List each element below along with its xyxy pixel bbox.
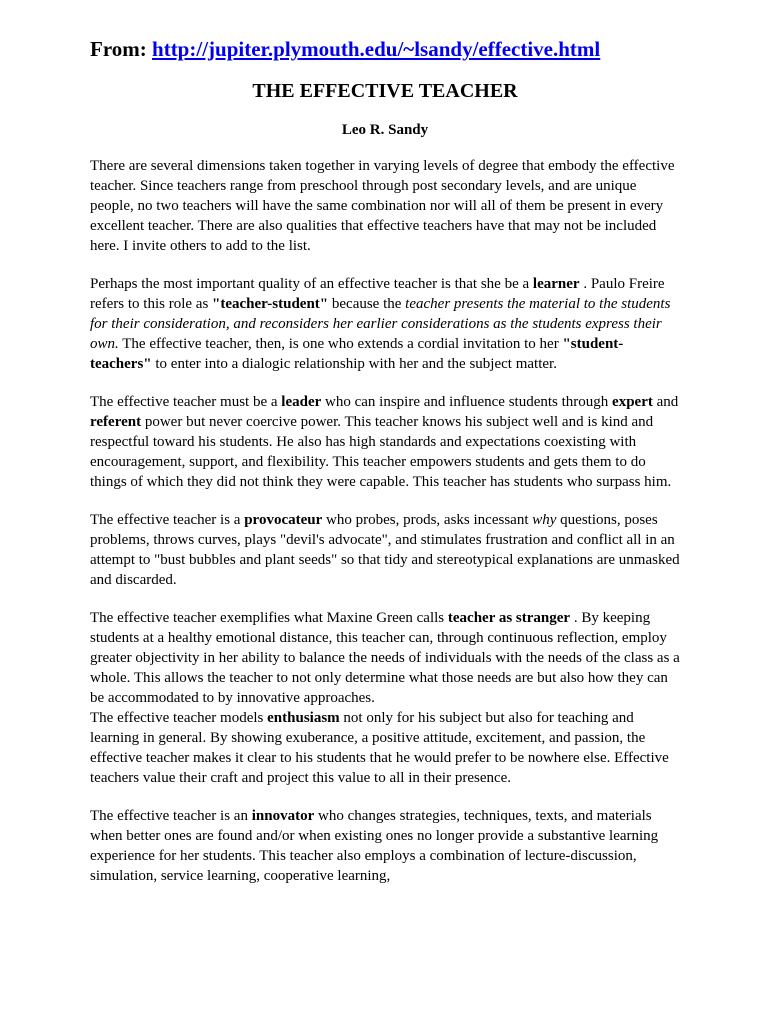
bold-term-enthusiasm: enthusiasm bbox=[267, 710, 340, 726]
paragraph-6 bbox=[90, 708, 680, 788]
text-run: The effective teacher exemplifies what Maxine Green calls bbox=[90, 610, 448, 626]
bold-term-expert: expert bbox=[612, 394, 653, 410]
paragraph-4 bbox=[90, 510, 680, 590]
text-run: The effective teacher models bbox=[90, 710, 268, 726]
text-run: who changes strategies, techniques, texts, and materials when better ones are found and/or when existing ones no longer provide a substantive learning experience for her students. This teacher also employs a combination of lecture-discussion, simulation, service learning, cooperative learning, bbox=[90, 808, 659, 884]
text-run: The effective teacher is a bbox=[90, 512, 245, 528]
paragraph-1-text: There are several dimensions taken together in varying levels of degree that embody the effective teacher. Since teachers range from preschool through post secondary levels, and are unique people, no two teachers will have the same combination nor will all of them be present in every excellent teacher. There are also qualities that effective teachers have that may not be included here. I invite others to add to the list. bbox=[90, 158, 675, 254]
text-run: questions, poses problems, throws curves, plays "devil's advocate", and stimulates frustration and conflict all in an attempt to "bust bubbles and plant seeds" so that tidy and stereotypical explanations are unmasked and discarded. bbox=[90, 512, 680, 588]
bold-term-leader: leader bbox=[281, 394, 322, 410]
bold-term-provocateur: provocateur bbox=[244, 512, 323, 528]
text-run: The effective teacher is an bbox=[90, 808, 252, 824]
bold-term-teacher-as-stranger: teacher as stranger bbox=[447, 610, 571, 626]
paragraph-7 bbox=[90, 806, 680, 886]
text-run: . By keeping students at a healthy emotional distance, this teacher can, through continuous reflection, employ greater objectivity in her ability to balance the needs of individuals with the needs of the class as a whole. This allows the teacher to not only determine what those needs are but also how they can be accommodated to by innovative approaches. bbox=[90, 610, 680, 706]
document-author: Leo R. Sandy bbox=[341, 122, 429, 138]
text-run: because the bbox=[328, 296, 406, 312]
paragraph-1 bbox=[90, 156, 680, 256]
paragraph-5 bbox=[90, 608, 680, 708]
bold-term-learner: learner bbox=[532, 276, 580, 292]
text-run: The effective teacher must be a bbox=[90, 394, 282, 410]
source-link[interactable]: http://jupiter.plymouth.edu/~lsandy/effective.html bbox=[152, 37, 601, 61]
text-run: to enter into a dialogic relationship with her and the subject matter. bbox=[151, 356, 557, 372]
italic-why: why bbox=[532, 512, 557, 528]
text-run: . Paulo Freire refers to this role as bbox=[90, 276, 665, 312]
text-run: not only for his subject but also for teaching and learning in general. By showing exuberance, a positive attitude, excitement, and passion, the effective teacher makes it clear to his students that he would prefer to be nowhere else. Effective teachers value their craft and project this value to all in their presence. bbox=[90, 710, 669, 786]
bold-term-referent: referent bbox=[90, 414, 142, 430]
text-run: and bbox=[652, 394, 679, 410]
text-run: Perhaps the most important quality of an effective teacher is that she be a bbox=[90, 276, 533, 292]
text-run: who probes, prods, asks incessant bbox=[322, 512, 533, 528]
paragraph-3 bbox=[90, 392, 680, 492]
text-run: power but never coercive power. This teacher knows his subject well and is kind and respectful toward his students. He also has high standards and expectations coexisting with encouragement, support, and flexibility. This teacher empowers students and gets them to do things of which they did not think they were capable. This teacher has students who surpass him. bbox=[90, 414, 672, 490]
document-page bbox=[90, 34, 680, 904]
from-label: From: bbox=[90, 37, 147, 61]
document-title: THE EFFECTIVE TEACHER bbox=[252, 80, 518, 102]
bold-term-student-teachers: "student-teachers" bbox=[90, 336, 624, 372]
source-line bbox=[90, 34, 680, 64]
text-run: The effective teacher, then, is one who extends a cordial invitation to her bbox=[118, 336, 563, 352]
text-run: who can inspire and influence students through bbox=[321, 394, 613, 410]
bold-term-innovator: innovator bbox=[251, 808, 315, 824]
paragraph-2 bbox=[90, 274, 680, 374]
italic-quote: teacher presents the material to the students for their consideration, and reconsiders her earlier considerations as the students express their own. bbox=[90, 296, 671, 352]
bold-term-teacher-student: "teacher-student" bbox=[212, 296, 329, 312]
